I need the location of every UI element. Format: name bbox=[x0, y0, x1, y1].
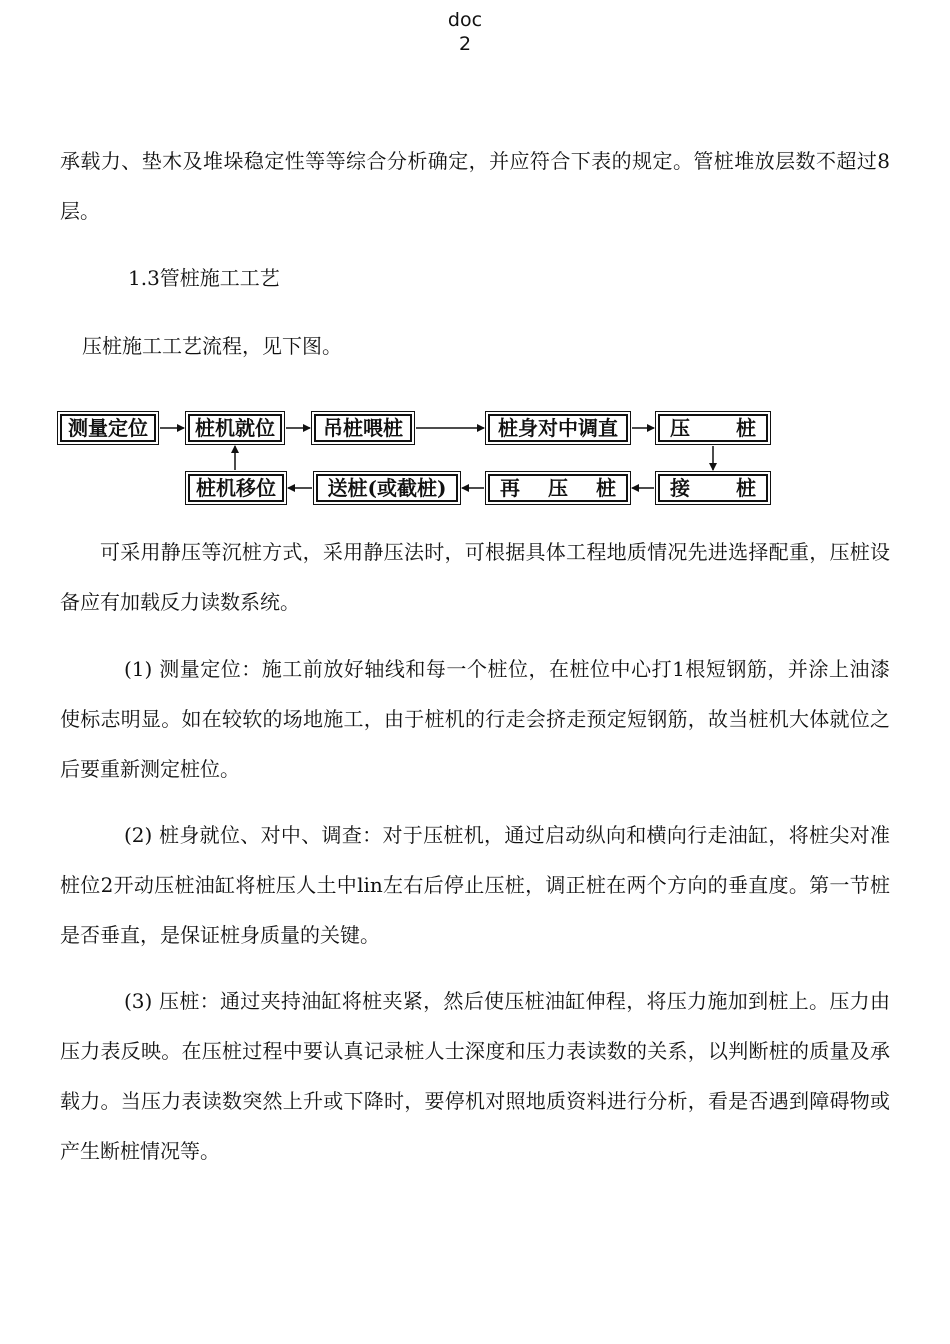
paragraph-storage: 承载力、垫木及堆垛稳定性等等综合分析确定，并应符合下表的规定。管桩堆放层数不超过8层。 bbox=[60, 149, 890, 223]
paragraph-step-3: (3) 压桩：通过夹持油缸将桩夹紧，然后使压桩油缸伸程，将压力施加到桩上。压力由压力表反映。在压桩过程中要认真记录桩人士深度和压力表读数的关系，以判断桩的质量及承载力。当压力表读数突然上升或下降时，要停机对照地质资料进行分析，看是否遇到障碍物或产生断桩情况等。 bbox=[60, 989, 890, 1163]
flow-box-press-char2: 桩 bbox=[736, 416, 756, 440]
header-page-number: 2 bbox=[458, 33, 472, 55]
process-flowchart bbox=[58, 408, 770, 504]
flow-arrows bbox=[58, 408, 770, 504]
paragraph-step-1: (1) 测量定位：施工前放好轴线和每一个桩位，在桩位中心打1根短钢筋，并涂上油漆使标志明显。如在较软的场地施工，由于桩机的行走会挤走预定短钢筋，故当桩机大体就位之后要重新测定桩位。 bbox=[60, 657, 890, 781]
flow-box-center-align: 桩身对中调直 bbox=[488, 414, 628, 442]
header-doc-label: doc bbox=[447, 9, 483, 31]
flow-box-join-char2: 桩 bbox=[736, 476, 756, 500]
flow-box-lift-feed-pile: 吊桩喂桩 bbox=[314, 414, 412, 442]
flow-box-join-char1: 接 bbox=[670, 476, 690, 500]
paragraph-step-2: (2) 桩身就位、对中、调查：对于压桩机，通过启动纵向和横向行走油缸，将桩尖对准桩位2开动压桩油缸将桩压人土中lin左右后停止压桩，调正桩在两个方向的垂直度。第一节桩是否垂直，是保证桩身质量的关键。 bbox=[60, 823, 890, 947]
flow-intro-text: 压桩施工工艺流程，见下图。 bbox=[82, 334, 342, 358]
flow-box-repress-char3: 桩 bbox=[596, 476, 616, 500]
flow-box-send-or-cut-pile: 送桩(或截桩) bbox=[316, 474, 458, 502]
flow-box-rig-positioning: 桩机就位 bbox=[188, 414, 282, 442]
page-header bbox=[0, 8, 930, 56]
flow-box-repress-char1: 再 bbox=[500, 476, 520, 500]
section-heading: 1.3管桩施工工艺 bbox=[128, 266, 280, 290]
flow-box-repress-char2: 压 bbox=[548, 476, 568, 500]
flow-box-survey-positioning: 测量定位 bbox=[60, 414, 156, 442]
flow-box-rig-relocate: 桩机移位 bbox=[188, 474, 284, 502]
paragraph-static-press: 可采用静压等沉桩方式，采用静压法时，可根据具体工程地质情况先进选择配重，压桩设备应有加载反力读数系统。 bbox=[60, 540, 890, 614]
flow-box-press-char1: 压 bbox=[670, 416, 690, 440]
